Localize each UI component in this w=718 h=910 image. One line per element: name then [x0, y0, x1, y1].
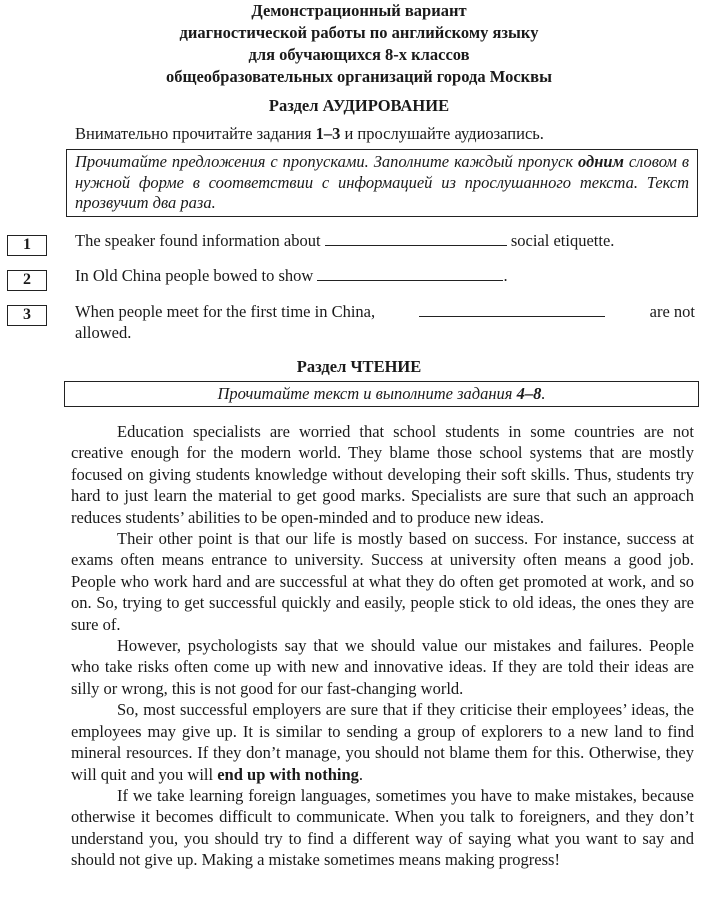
reading-section-title: Раздел ЧТЕНИЕ: [296, 357, 422, 376]
instruction-task-range: 1–3: [315, 124, 341, 143]
listening-section-title: Раздел АУДИРОВАНИЕ: [268, 96, 450, 115]
passage-paragraph-2: Their other point is that our life is mostly based on success. For instance, success at exams often means entrance to university. Success at university often means a good job. People who work hard and are successful at what they do often get promoted at work, and so on. So, trying to get successful quickly and easily, people stick to old ideas, the ones they are sure of.: [71, 529, 694, 634]
question-3: [75, 301, 695, 343]
question-2-text: In Old China people bowed to show: [75, 266, 314, 285]
instruction-text-end: и прослушайте аудиозапись.: [340, 124, 544, 143]
passage-paragraph-5: If we take learning foreign languages, sometimes you have to make mistakes, because otherwise it becomes difficult to communicate. When you talk to foreigners, and they don’t understand you, you should try to find a different way of saying what you want to say and should not give up. Making a mistake sometimes means making progress!: [71, 785, 694, 870]
question-number-1: 1: [7, 235, 47, 256]
question-3-text: When people meet for the first time in China,: [75, 302, 376, 321]
header-line-3: для обучающихся 8-х классов: [248, 45, 470, 64]
header-line-4: общеобразовательных организаций города Москвы: [166, 67, 552, 86]
question-1-text: The speaker found information about: [75, 231, 321, 250]
passage-paragraph-3: However, psychologists say that we should value our mistakes and failures. People who take risks often come up with new and innovative ideas. If they are told their ideas are silly or wrong, this is not good for our fast-changing world.: [71, 636, 694, 698]
box-text: Прочитайте предложения с пропусками. Заполните каждый пропуск: [75, 152, 579, 171]
listening-task-box: [66, 149, 698, 217]
answer-blank-2[interactable]: [317, 266, 503, 281]
question-2: [75, 266, 508, 286]
reading-passage: [71, 421, 694, 871]
header-line-1: Демонстрационный вариант: [251, 1, 467, 20]
listening-instruction: [75, 124, 544, 144]
answer-blank-3[interactable]: [419, 302, 605, 317]
question-3-text-end: are not: [649, 302, 695, 321]
reading-box-text-end: .: [541, 384, 546, 403]
question-3-text-continued: allowed.: [75, 323, 132, 342]
question-2-text-end: .: [503, 266, 508, 285]
question-number-2: 2: [7, 270, 47, 291]
box-text-bold: одним: [578, 152, 624, 171]
passage-paragraph-4: [71, 699, 694, 785]
reading-task-box: [64, 381, 699, 407]
instruction-text: Внимательно прочитайте задания: [75, 124, 316, 143]
passage-paragraph-1: Education specialists are worried that school students in some countries are not creative enough for the modern world. They blame those school systems that are mostly focused on giving students knowledge without developing their soft skills. Thus, students try hard to just learn the material to get good marks. Specialists are sure that such an approach reduces students’ abilities to be open-minded and to produce new ideas.: [71, 422, 694, 527]
question-number-3: 3: [7, 305, 47, 326]
reading-box-text: Прочитайте текст и выполните задания: [217, 384, 517, 403]
document-header: [0, 0, 718, 88]
answer-blank-1[interactable]: [325, 231, 507, 246]
header-line-2: диагностической работы по английскому языку: [179, 23, 539, 42]
paragraph-4-text: So, most successful employers are sure that if they criticise their employees’ ideas, the employees may give up. It is similar to sending a group of explorers to a new land to find mineral resources. If they don’t manage, you should not blame them for this. Otherwise, they will quit and you will: [71, 700, 694, 784]
question-1: [75, 231, 614, 251]
question-1-text-end: social etiquette.: [510, 231, 615, 250]
box-text-end: словом в нужной форме в соответствии с информацией из прослушанного текста. Текст прозвучит два раза.: [75, 152, 689, 212]
paragraph-4-text-end: .: [358, 764, 364, 784]
reading-task-range: 4–8: [516, 384, 542, 403]
paragraph-4-bold-phrase: end up with nothing: [217, 764, 359, 784]
